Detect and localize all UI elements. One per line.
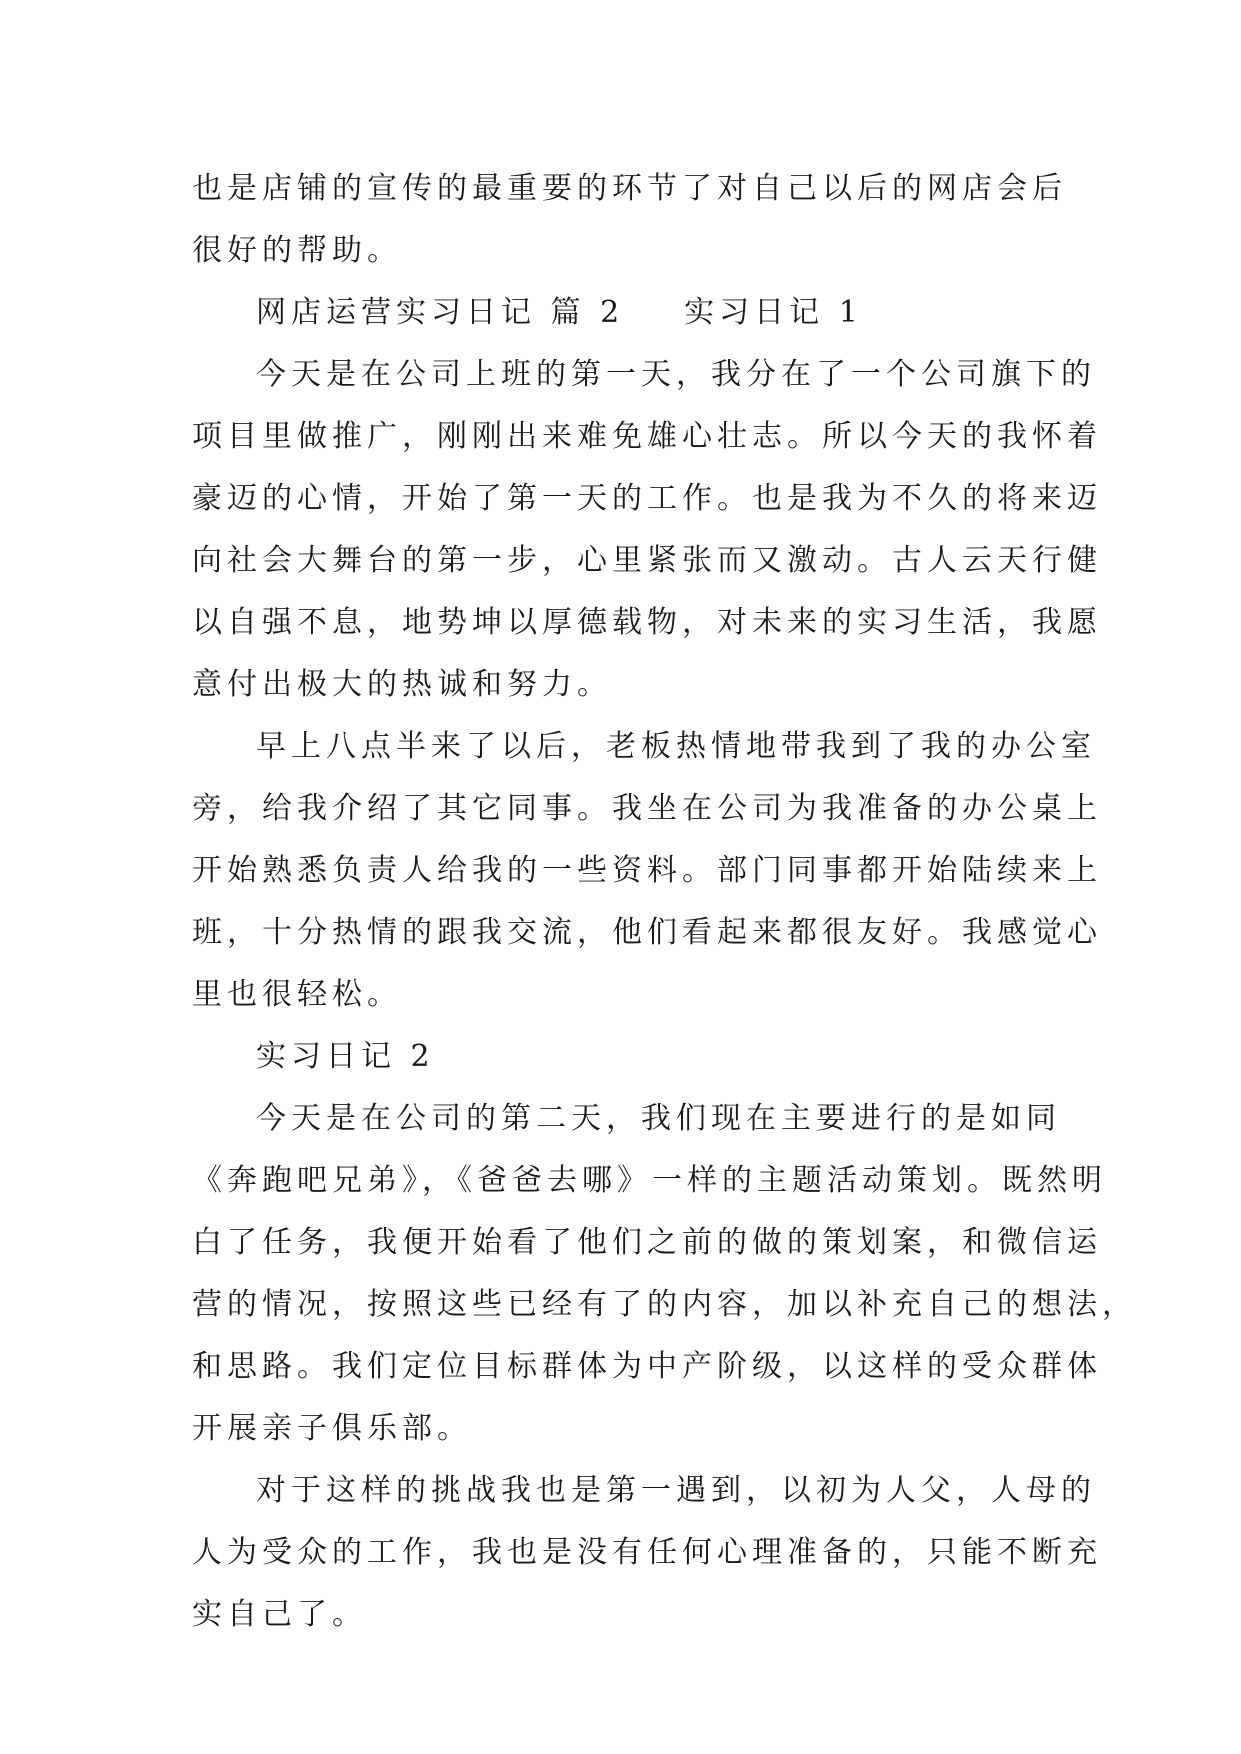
heading-line (192, 282, 1052, 344)
text-line: 对于这样的挑战我也是第一遇到，以初为人父，人母的 (256, 1473, 1096, 1508)
text-line: 很好的帮助。 (192, 233, 402, 268)
diary-heading: 实习日记 1 (684, 295, 863, 330)
text-line: 向社会大舞台的第一步，心里紧张而又激动。古人云天行健 (192, 543, 1102, 578)
text-line: 以自强不息，地势坤以厚德载物，对未来的实习生活，我愿 (192, 605, 1102, 640)
text-line: 开始熟悉负责人给我的一些资料。部门同事都开始陆续来上 (192, 853, 1102, 888)
text-line: 和思路。我们定位目标群体为中产阶级，以这样的受众群体 (192, 1349, 1102, 1384)
diary-heading: 实习日记 2 (256, 1039, 435, 1074)
document-page (192, 158, 1137, 1646)
text-line: 意付出极大的热诚和努力。 (192, 667, 612, 702)
text-line: 豪迈的心情，开始了第一天的工作。也是我为不久的将来迈 (192, 481, 1102, 516)
text-line: 今天是在公司的第二天，我们现在主要进行的是如同 (256, 1101, 1061, 1136)
text-line: 项目里做推广，刚刚出来难免雄心壮志。所以今天的我怀着 (192, 419, 1102, 454)
text-line: 旁，给我介绍了其它同事。我坐在公司为我准备的办公桌上 (192, 791, 1102, 826)
text-line: 人为受众的工作，我也是没有任何心理准备的，只能不断充 (192, 1535, 1102, 1570)
text-line: 营的情况，按照这些已经有了的内容，加以补充自己的想法， (192, 1287, 1137, 1322)
section-heading: 网店运营实习日记 篇 2 (256, 295, 625, 330)
text-line: 《奔跑吧兄弟》，《爸爸去哪》一样的主题活动策划。既然明 (192, 1163, 1107, 1198)
text-line: 早上八点半来了以后，老板热情地带我到了我的办公室 (256, 729, 1096, 764)
text-line: 白了任务，我便开始看了他们之前的做的策划案，和微信运 (192, 1225, 1102, 1260)
text-line: 开展亲子俱乐部。 (192, 1411, 472, 1446)
text-line: 也是店铺的宣传的最重要的环节了对自己以后的网店会后 (192, 171, 1067, 206)
text-line: 实自己了。 (192, 1597, 367, 1632)
text-line: 班，十分热情的跟我交流，他们看起来都很友好。我感觉心 (192, 915, 1102, 950)
text-line: 今天是在公司上班的第一天，我分在了一个公司旗下的 (256, 357, 1096, 392)
text-line: 里也很轻松。 (192, 977, 402, 1012)
